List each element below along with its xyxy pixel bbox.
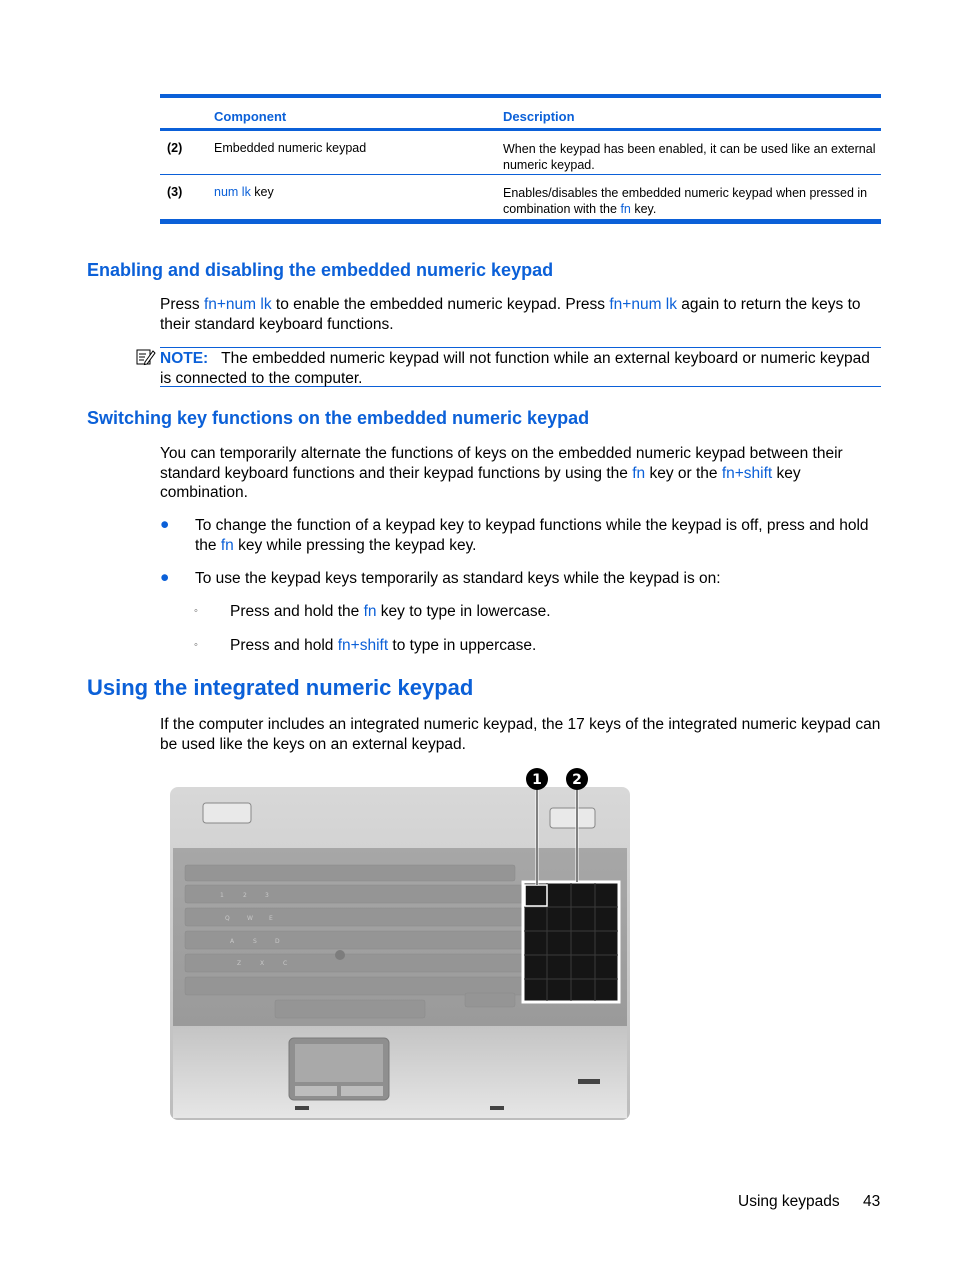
text: You can temporarily alternate the functions of keys on the embedded numeric keypad between their standard keyboard functions and their keypad functions by using the (160, 445, 843, 482)
list-item (195, 516, 883, 555)
text: key or the (645, 464, 722, 482)
note-body: The embedded numeric keypad will not function while an external keyboard or numeric keypad is connected to the computer. (160, 350, 870, 387)
text: Press and hold the (230, 603, 364, 620)
main-heading: Using the integrated numeric keypad (87, 675, 474, 700)
svg-text:S: S (253, 938, 257, 945)
sub-list-item (230, 602, 551, 622)
svg-text:Z: Z (237, 960, 242, 967)
key-name: fn (620, 202, 631, 216)
text: to type in uppercase. (388, 637, 537, 654)
note-box (160, 347, 881, 387)
row-description (503, 185, 879, 217)
sub-bullet-icon: ◦ (194, 639, 198, 651)
header-component: Component (214, 109, 287, 124)
svg-text:C: C (283, 960, 288, 967)
key-name: fn (363, 603, 377, 620)
note-label: NOTE: (160, 350, 209, 367)
svg-text:3: 3 (265, 892, 269, 899)
svg-text:A: A (230, 938, 235, 945)
section-heading: Switching key functions on the embedded numeric keypad (87, 408, 590, 428)
text: key while pressing the keypad key. (233, 536, 477, 554)
key-name: fn (632, 464, 646, 482)
svg-text:E: E (269, 915, 273, 922)
callout-1-label: 1 (532, 772, 542, 788)
svg-text:2: 2 (243, 892, 247, 899)
row-number: (3) (167, 185, 183, 199)
page-number: 43 (863, 1193, 881, 1210)
paragraph: If the computer includes an integrated numeric keypad, the 17 keys of the integrated numeric keypad can be used like the keys on an external keypad. (160, 716, 881, 753)
svg-text:1: 1 (220, 892, 224, 899)
callout-2-label: 2 (572, 772, 582, 788)
bullet-icon: ● (160, 516, 170, 533)
paragraph (160, 444, 882, 503)
laptop-keyboard-illustration (165, 765, 635, 1125)
table-header (160, 98, 881, 128)
sub-bullet-icon: ◦ (194, 605, 198, 617)
text: to enable the embedded numeric keypad. Press (271, 296, 610, 313)
text: again to return the keys to their standard keyboard functions. (160, 296, 861, 333)
row-component-rest: key (250, 185, 274, 199)
table-bottom-rule (160, 220, 881, 224)
table-row (160, 131, 881, 175)
bullet-icon: ● (160, 569, 170, 586)
key-name: fn+shift (721, 464, 773, 482)
section-heading: Enabling and disabling the embedded numeric keypad (87, 260, 554, 280)
header-description: Description (503, 109, 575, 124)
svg-text:W: W (247, 915, 253, 922)
note-pencil-icon (136, 348, 156, 366)
text: To change the function of a keypad key to keypad functions while the keypad is off, press and hold the (195, 517, 869, 554)
desc-part: key. (630, 202, 657, 216)
row-number: (2) (167, 141, 183, 155)
key-name: fn+num lk (609, 296, 677, 313)
key-name: fn (220, 536, 234, 554)
row-component: Embedded numeric keypad (214, 141, 367, 155)
footer-label: Using keypads (738, 1193, 840, 1210)
desc-part: Enables/disables the embedded numeric keypad when pressed in combination with the (503, 186, 868, 216)
text: Press (160, 296, 204, 313)
svg-text:D: D (275, 938, 280, 945)
table-row (160, 175, 881, 220)
component-table (160, 94, 881, 224)
key-name: num lk (214, 185, 251, 199)
note-text (160, 349, 881, 388)
paragraph (160, 295, 882, 334)
text: key to type in lowercase. (376, 603, 551, 620)
svg-text:Q: Q (225, 915, 230, 922)
text: key combination. (160, 464, 801, 501)
row-description: When the keypad has been enabled, it can be used like an external numeric keypad. (503, 142, 876, 172)
svg-text:X: X (260, 960, 265, 967)
list-item: To use the keypad keys temporarily as standard keys while the keypad is on: (195, 570, 721, 587)
text: Press and hold (230, 637, 338, 654)
key-name: fn+shift (337, 637, 389, 654)
row-component (214, 185, 274, 199)
key-name: fn+num lk (203, 296, 272, 313)
sub-list-item (230, 636, 536, 656)
